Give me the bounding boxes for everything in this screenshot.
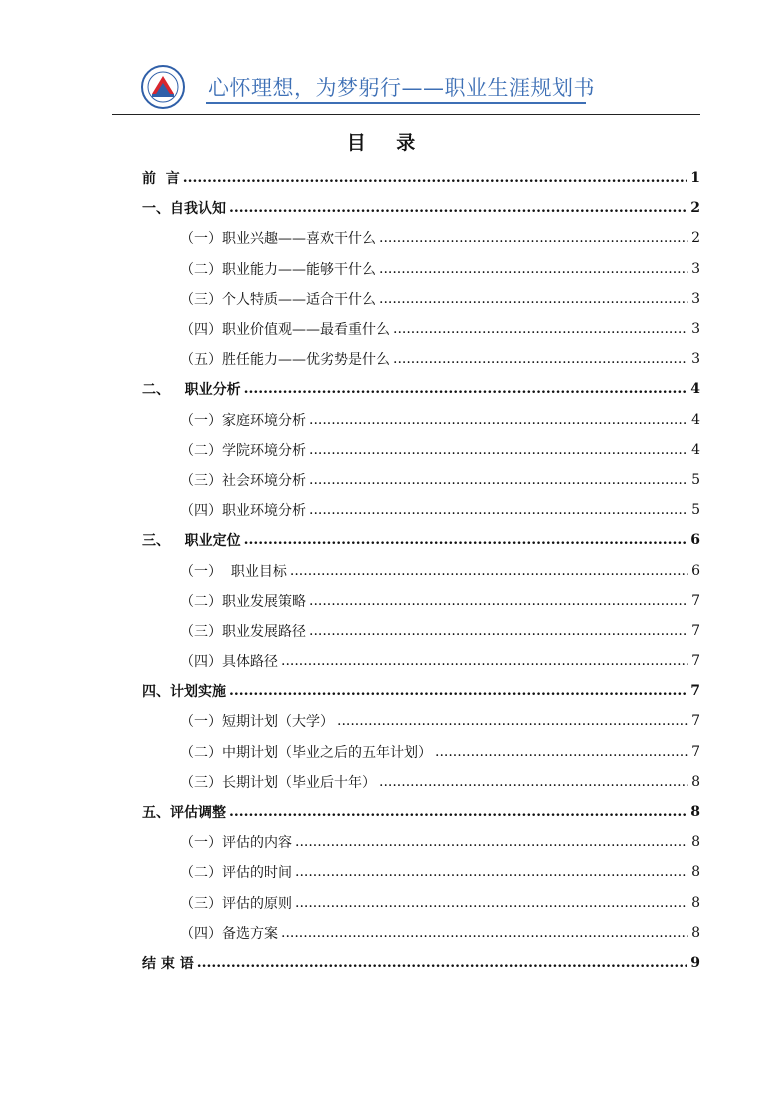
toc-entry-text: （一）评估的内容	[180, 835, 292, 852]
toc-entry-text: （三）职业发展路径	[180, 623, 306, 640]
toc-entry-section[interactable]	[142, 254, 700, 284]
toc-entry-chapter[interactable]	[142, 948, 700, 978]
toc-entry-section[interactable]	[142, 888, 700, 918]
toc-entry-text: 前 言	[142, 171, 180, 188]
header-divider	[112, 114, 700, 115]
toc-page-number: 8	[691, 894, 700, 911]
toc-entry-text: 二、 职业分析	[142, 382, 241, 399]
toc-page-number: 4	[690, 381, 700, 398]
toc-entry-chapter[interactable]	[142, 193, 700, 223]
toc-entry-text: （一）职业兴趣——喜欢干什么	[180, 231, 376, 248]
toc-dot-leader	[379, 774, 688, 790]
toc-page-number: 8	[691, 834, 700, 851]
header-underline	[206, 102, 586, 104]
toc-dot-leader	[379, 291, 688, 307]
toc-page-number: 6	[690, 532, 700, 549]
toc-entry-chapter[interactable]	[142, 797, 700, 827]
toc-dot-leader	[393, 351, 688, 367]
toc-entry-section[interactable]	[142, 405, 700, 435]
toc-entry-section[interactable]	[142, 706, 700, 736]
toc-entry-section[interactable]	[142, 465, 700, 495]
toc-dot-leader	[337, 713, 688, 729]
toc-entry-section[interactable]	[142, 918, 700, 948]
toc-entry-section[interactable]	[142, 555, 700, 585]
toc-dot-leader	[295, 834, 688, 850]
toc-entry-text: （一） 职业目标	[180, 563, 287, 580]
document-header-title: 心怀理想，为梦躬行——职业生涯规划书	[208, 76, 595, 100]
toc-dot-leader	[309, 593, 688, 609]
toc-entry-section[interactable]	[142, 857, 700, 887]
toc-entry-text: （三）长期计划（毕业后十年）	[180, 774, 376, 791]
toc-dot-leader	[229, 200, 687, 216]
toc-entry-text: （四）具体路径	[180, 654, 278, 671]
toc-entry-text: 四、计划实施	[142, 684, 226, 701]
toc-page-number: 6	[691, 562, 700, 579]
toc-page-number: 3	[691, 321, 700, 338]
toc-page-number: 7	[691, 592, 700, 609]
toc-dot-leader	[281, 653, 688, 669]
toc-entry-text: 三、 职业定位	[142, 533, 241, 550]
toc-entry-text: （四）备选方案	[180, 925, 278, 942]
toc-dot-leader	[393, 321, 688, 337]
toc-page-number: 8	[690, 804, 700, 821]
toc-dot-leader	[295, 864, 688, 880]
toc-dot-leader	[244, 381, 688, 397]
toc-entry-section[interactable]	[142, 435, 700, 465]
toc-dot-leader	[435, 744, 688, 760]
toc-entry-text: （三）个人特质——适合干什么	[180, 291, 376, 308]
toc-dot-leader	[379, 230, 688, 246]
toc-entry-text: （三）评估的原则	[180, 895, 292, 912]
toc-entry-section[interactable]	[142, 616, 700, 646]
toc-page-number: 3	[691, 290, 700, 307]
table-of-contents	[142, 163, 700, 978]
toc-entry-text: （四）职业价值观——最看重什么	[180, 322, 390, 339]
toc-entry-text: 结 束 语	[142, 955, 194, 972]
toc-entry-section[interactable]	[142, 827, 700, 857]
toc-title: 目 录	[346, 132, 428, 154]
toc-dot-leader	[309, 412, 688, 428]
toc-dot-leader	[197, 955, 688, 971]
toc-entry-section[interactable]	[142, 737, 700, 767]
toc-entry-chapter[interactable]	[142, 163, 700, 193]
toc-entry-text: （二）职业发展策略	[180, 593, 306, 610]
toc-dot-leader	[229, 683, 687, 699]
toc-page-number: 5	[691, 471, 700, 488]
toc-page-number: 4	[691, 411, 700, 428]
toc-entry-section[interactable]	[142, 284, 700, 314]
toc-page-number: 7	[691, 653, 700, 670]
toc-page-number: 7	[691, 743, 700, 760]
toc-entry-section[interactable]	[142, 344, 700, 374]
toc-page-number: 8	[691, 924, 700, 941]
toc-page-number: 3	[691, 260, 700, 277]
toc-dot-leader	[290, 563, 688, 579]
toc-dot-leader	[281, 925, 688, 941]
toc-entry-text: （五）胜任能力——优劣势是什么	[180, 352, 390, 369]
toc-entry-chapter[interactable]	[142, 374, 700, 404]
toc-entry-section[interactable]	[142, 586, 700, 616]
toc-dot-leader	[229, 804, 687, 820]
toc-page-number: 7	[690, 683, 700, 700]
toc-entry-text: （一）短期计划（大学）	[180, 714, 334, 731]
toc-page-number: 1	[690, 170, 700, 187]
toc-entry-text: （一）家庭环境分析	[180, 412, 306, 429]
toc-dot-leader	[309, 502, 688, 518]
toc-entry-section[interactable]	[142, 223, 700, 253]
toc-entry-text: （二）中期计划（毕业之后的五年计划）	[180, 744, 432, 761]
toc-entry-text: （二）学院环境分析	[180, 442, 306, 459]
toc-page-number: 2	[690, 200, 700, 217]
toc-entry-chapter[interactable]	[142, 676, 700, 706]
toc-page-number: 3	[691, 351, 700, 368]
toc-page-number: 7	[691, 713, 700, 730]
toc-dot-leader	[309, 472, 688, 488]
toc-entry-section[interactable]	[142, 646, 700, 676]
toc-page-number: 9	[690, 954, 700, 971]
toc-entry-text: 一、自我认知	[142, 201, 226, 218]
toc-page-number: 2	[691, 230, 700, 247]
toc-entry-section[interactable]	[142, 495, 700, 525]
school-emblem-icon	[140, 64, 186, 110]
toc-entry-text: 五、评估调整	[142, 805, 226, 822]
toc-dot-leader	[183, 170, 688, 186]
toc-page-number: 5	[691, 502, 700, 519]
toc-page-number: 7	[691, 622, 700, 639]
page-header	[140, 62, 700, 114]
toc-entry-text: （三）社会环境分析	[180, 472, 306, 489]
toc-dot-leader	[244, 532, 688, 548]
toc-entry-chapter[interactable]	[142, 525, 700, 555]
toc-dot-leader	[379, 261, 688, 277]
toc-dot-leader	[309, 623, 688, 639]
toc-entry-text: （二）评估的时间	[180, 865, 292, 882]
toc-dot-leader	[295, 895, 688, 911]
toc-entry-text: （四）职业环境分析	[180, 503, 306, 520]
toc-dot-leader	[309, 442, 688, 458]
toc-page-number: 8	[691, 864, 700, 881]
toc-page-number: 4	[691, 441, 700, 458]
toc-entry-section[interactable]	[142, 314, 700, 344]
toc-page-number: 8	[691, 773, 700, 790]
toc-entry-text: （二）职业能力——能够干什么	[180, 261, 376, 278]
toc-entry-section[interactable]	[142, 767, 700, 797]
